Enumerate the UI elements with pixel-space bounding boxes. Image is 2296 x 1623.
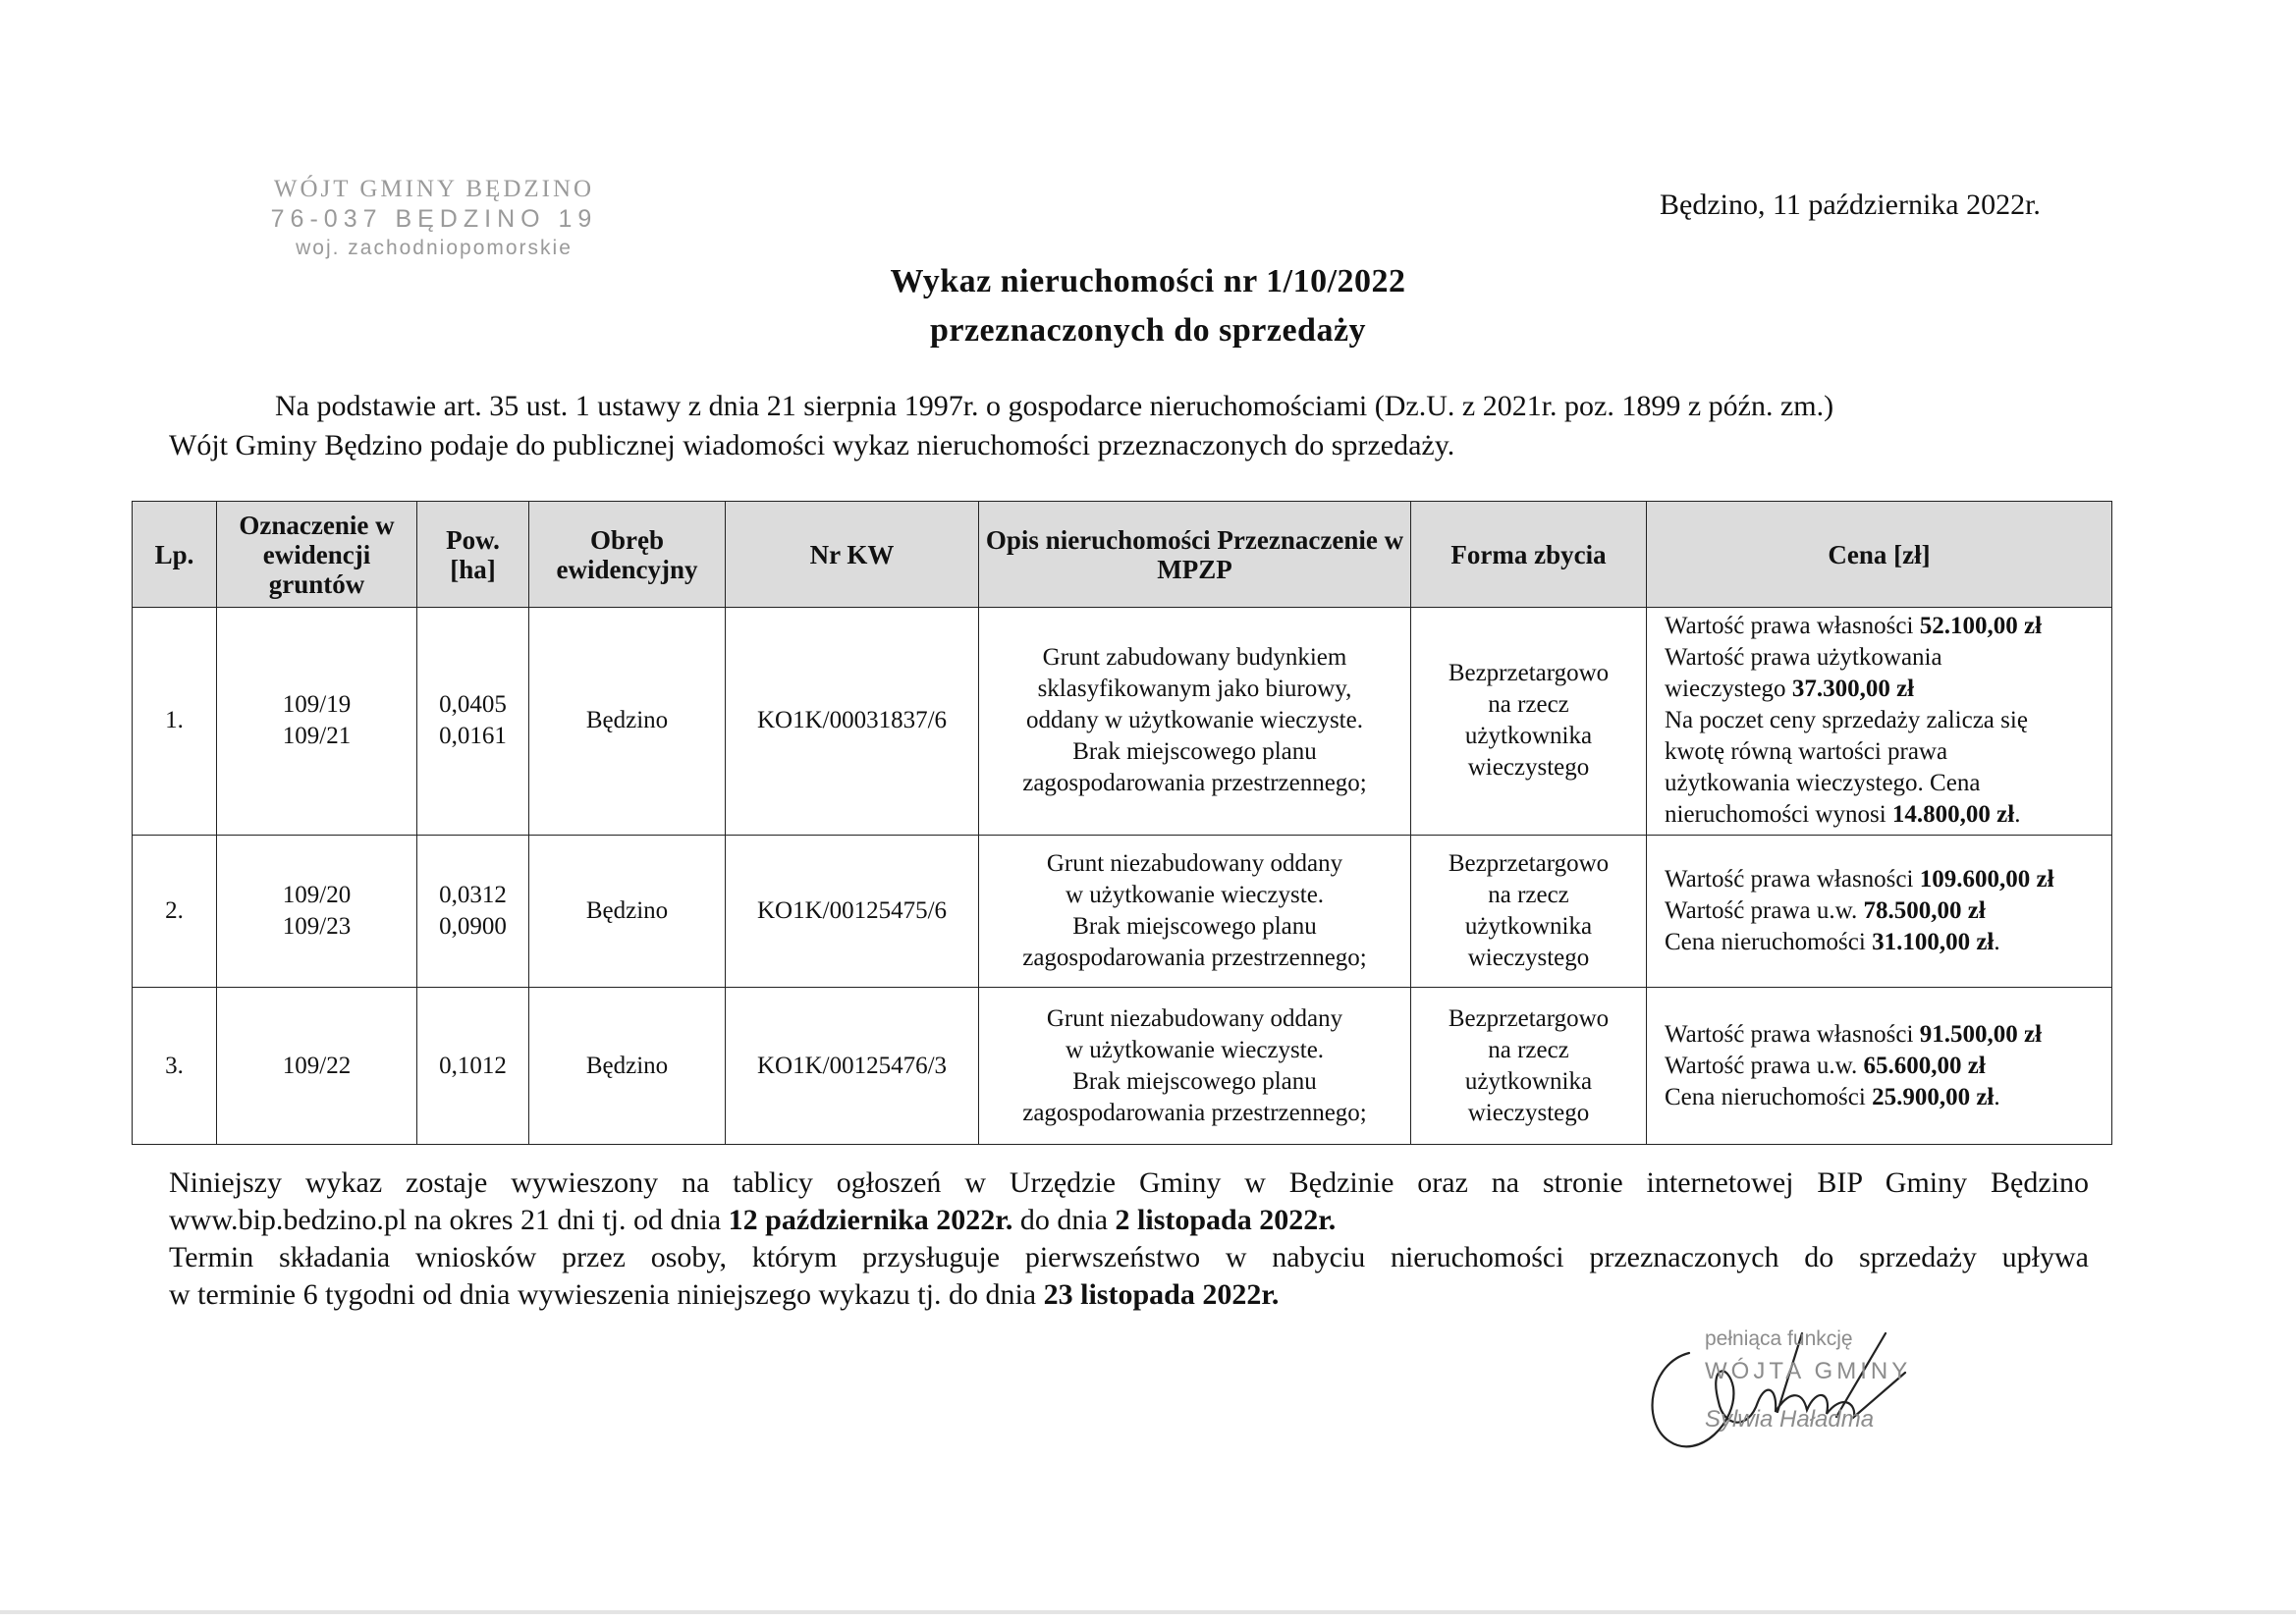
price-label: użytkowania wieczystego. Cena [1665,770,1981,797]
header-oznaczenie: Oznaczenie w ewidencji gruntów [217,502,417,608]
footer-line-1: Niniejszy wykaz zostaje wywieszony na tablicy ogłoszeń w Urzędzie Gminy w Będzinie oraz na stronie internetowej BIP Gminy Będzino [169,1166,2089,1199]
price-label: Na poczet ceny sprzedaży zalicza się [1665,707,2028,734]
price-line [1665,674,2105,705]
table-body [133,608,2112,1145]
scan-edge [0,1610,2296,1614]
signature-office: WÓJTA GMINY [1705,1358,1912,1384]
table-header-row [133,502,2112,608]
cell-dzialki [217,608,417,836]
stamp-line-3: woj. zachodniopomorskie [296,237,573,259]
description-line: zagospodarowania przestrzennego; [1022,1099,1367,1126]
cell-nr-kw: KO1K/00125475/6 [726,835,979,988]
disposal-form-line: na rzecz [1488,691,1569,719]
stamp-line-1: WÓJT GMINY BĘDZINO [273,176,595,202]
price-amount: 31.100,00 zł [1872,928,1995,955]
price-line [1665,611,2105,642]
price-amount: 25.900,00 zł [1872,1083,1995,1110]
cell-lp: 3. [133,988,217,1145]
description-line: zagospodarowania przestrzennego; [1022,944,1367,971]
price-label: Wartość prawa własności [1665,1020,1920,1048]
document-title: Wykaz nieruchomości nr 1/10/2022 [890,263,1406,299]
footer-text: do dnia [1012,1204,1116,1236]
header-obreb: Obręb ewidencyjny [529,502,726,608]
cell-opis [979,608,1411,836]
footer-text: www.bip.bedzino.pl na okres 21 dni tj. od dnia [169,1204,729,1236]
footer-deadline: 23 listopada 2022r. [1043,1278,1280,1311]
price-line [1665,864,2105,895]
price-amount: 65.600,00 zł [1863,1052,1986,1079]
price-line [1665,1051,2105,1082]
area-value: 0,1012 [439,1052,507,1079]
description-line: oddany w użytkowanie wieczyste. [1026,707,1363,734]
price-suffix: . [1994,928,2000,955]
header-lp: Lp. [133,502,217,608]
price-line [1665,642,2105,674]
cell-lp: 2. [133,835,217,988]
price-line [1665,768,2105,799]
parcel-number: 109/23 [282,912,352,940]
signature-name: Sylwia Haładma [1705,1406,1875,1433]
area-value: 0,0161 [439,723,507,750]
parcel-number: 109/22 [282,1052,352,1079]
description-line: zagospodarowania przestrzennego; [1022,770,1367,797]
description-line: Brak miejscowego planu [1072,912,1317,940]
cell-obreb: Będzino [529,988,726,1145]
price-line [1665,895,2105,927]
intro-paragraph [169,387,2089,465]
parcel-number: 109/21 [282,723,352,750]
office-stamp [247,175,621,263]
description-line: Grunt niezabudowany oddany [1046,849,1343,877]
price-label: Wartość prawa własności [1665,613,1920,640]
disposal-form-line: wieczystego [1467,944,1590,971]
description-line: w użytkowanie wieczyste. [1065,881,1325,908]
table-row [133,988,2112,1145]
intro-line-2: Wójt Gminy Będzino podaje do publicznej wiadomości wykaz nieruchomości przeznaczonych do sprzedaży. [169,429,1455,461]
price-line [1665,927,2105,958]
disposal-form-line: użytkownika [1464,912,1593,940]
price-amount: 52.100,00 zł [1919,613,2043,640]
header-opis: Opis nieruchomości Przeznaczenie w MPZP [979,502,1411,608]
price-label: Cena nieruchomości [1665,928,1873,955]
price-label: Wartość prawa u.w. [1665,896,1864,924]
cell-dzialki [217,835,417,988]
header-pow: Pow. [ha] [417,502,529,608]
header-cena: Cena [zł] [1647,502,2112,608]
price-label: wieczystego [1665,676,1792,703]
disposal-form-line: użytkownika [1464,723,1593,750]
cell-pow [417,835,529,988]
price-line [1665,705,2105,736]
price-amount: 109.600,00 zł [1919,865,2054,893]
footer-text: w terminie 6 tygodni od dnia wywieszenia niniejszego wykazu tj. do dnia [169,1278,1044,1311]
price-label: Wartość prawa u.w. [1665,1052,1864,1079]
table-row [133,835,2112,988]
document-date: Będzino, 11 października 2022r. [1660,189,2041,221]
footer-line-3: Termin składania wniosków przez osoby, którym przysługuje pierwszeństwo w nabyciu nieruchomości przeznaczonych do sprzedaży upływa [169,1241,2089,1273]
cell-forma [1411,988,1647,1145]
price-label: kwotę równą wartości prawa [1665,738,1948,766]
cell-dzialki [217,988,417,1145]
description-line: w użytkowanie wieczyste. [1065,1036,1325,1063]
cell-obreb: Będzino [529,835,726,988]
cell-cena [1647,608,2112,836]
disposal-form-line: Bezprzetargowo [1448,1004,1610,1032]
cell-forma [1411,608,1647,836]
description-line: Grunt zabudowany budynkiem [1042,644,1347,672]
signature-role: pełniąca funkcję [1705,1327,1853,1350]
cell-nr-kw: KO1K/00031837/6 [726,608,979,836]
cell-cena [1647,835,2112,988]
price-line [1665,799,2105,831]
stamp-line-2: 76-037 BĘDZINO 19 [270,205,598,233]
description-line: Brak miejscowego planu [1072,738,1317,766]
parcel-number: 109/20 [282,881,352,908]
price-suffix: . [1994,1083,2000,1110]
price-label: Cena nieruchomości [1665,1083,1873,1110]
parcel-number: 109/19 [282,691,352,719]
document-subtitle: przeznaczonych do sprzedaży [929,312,1367,349]
intro-line-1: Na podstawie art. 35 ust. 1 ustawy z dnia 21 sierpnia 1997r. o gospodarce nieruchomościami (Dz.U. z 2021r. poz. 1899 z późn. zm.) [275,390,1834,422]
area-value: 0,0405 [439,691,507,719]
disposal-form-line: wieczystego [1467,754,1590,782]
area-value: 0,0312 [439,881,507,908]
price-label: Wartość prawa własności [1665,865,1920,893]
footer-line-2 [169,1202,2089,1239]
cell-pow [417,988,529,1145]
price-amount: 14.800,00 zł [1891,801,2015,829]
cell-lp: 1. [133,608,217,836]
cell-pow [417,608,529,836]
price-amount: 37.300,00 zł [1791,676,1915,703]
price-amount: 78.500,00 zł [1863,896,1986,924]
description-line: Brak miejscowego planu [1072,1067,1317,1095]
cell-opis [979,835,1411,988]
description-line: Grunt niezabudowany oddany [1046,1004,1343,1032]
price-amount: 91.500,00 zł [1919,1020,2043,1048]
cell-cena [1647,988,2112,1145]
header-forma: Forma zbycia [1411,502,1647,608]
description-line: sklasyfikowanym jako biurowy, [1037,676,1352,703]
disposal-form-line: na rzecz [1488,881,1569,908]
cell-obreb: Będzino [529,608,726,836]
disposal-form-line: wieczystego [1467,1099,1590,1126]
price-line [1665,736,2105,768]
footer-date-to: 2 listopada 2022r. [1115,1204,1337,1236]
handwritten-signature [1630,1294,1925,1490]
cell-nr-kw: KO1K/00125476/3 [726,988,979,1145]
price-suffix: . [2014,801,2021,829]
property-list-table [132,501,2112,1145]
disposal-form-line: Bezprzetargowo [1448,849,1610,877]
disposal-form-line: na rzecz [1488,1036,1569,1063]
cell-forma [1411,835,1647,988]
cell-opis [979,988,1411,1145]
footer-date-from: 12 października 2022r. [728,1204,1013,1236]
price-line [1665,1082,2105,1113]
header-nr-kw: Nr KW [726,502,979,608]
table-row [133,608,2112,836]
disposal-form-line: użytkownika [1464,1067,1593,1095]
area-value: 0,0900 [439,912,507,940]
footer-notice [169,1164,2089,1314]
disposal-form-line: Bezprzetargowo [1448,660,1610,687]
price-label: nieruchomości wynosi [1665,801,1892,829]
price-line [1665,1019,2105,1051]
price-label: Wartość prawa użytkowania [1665,644,1942,672]
